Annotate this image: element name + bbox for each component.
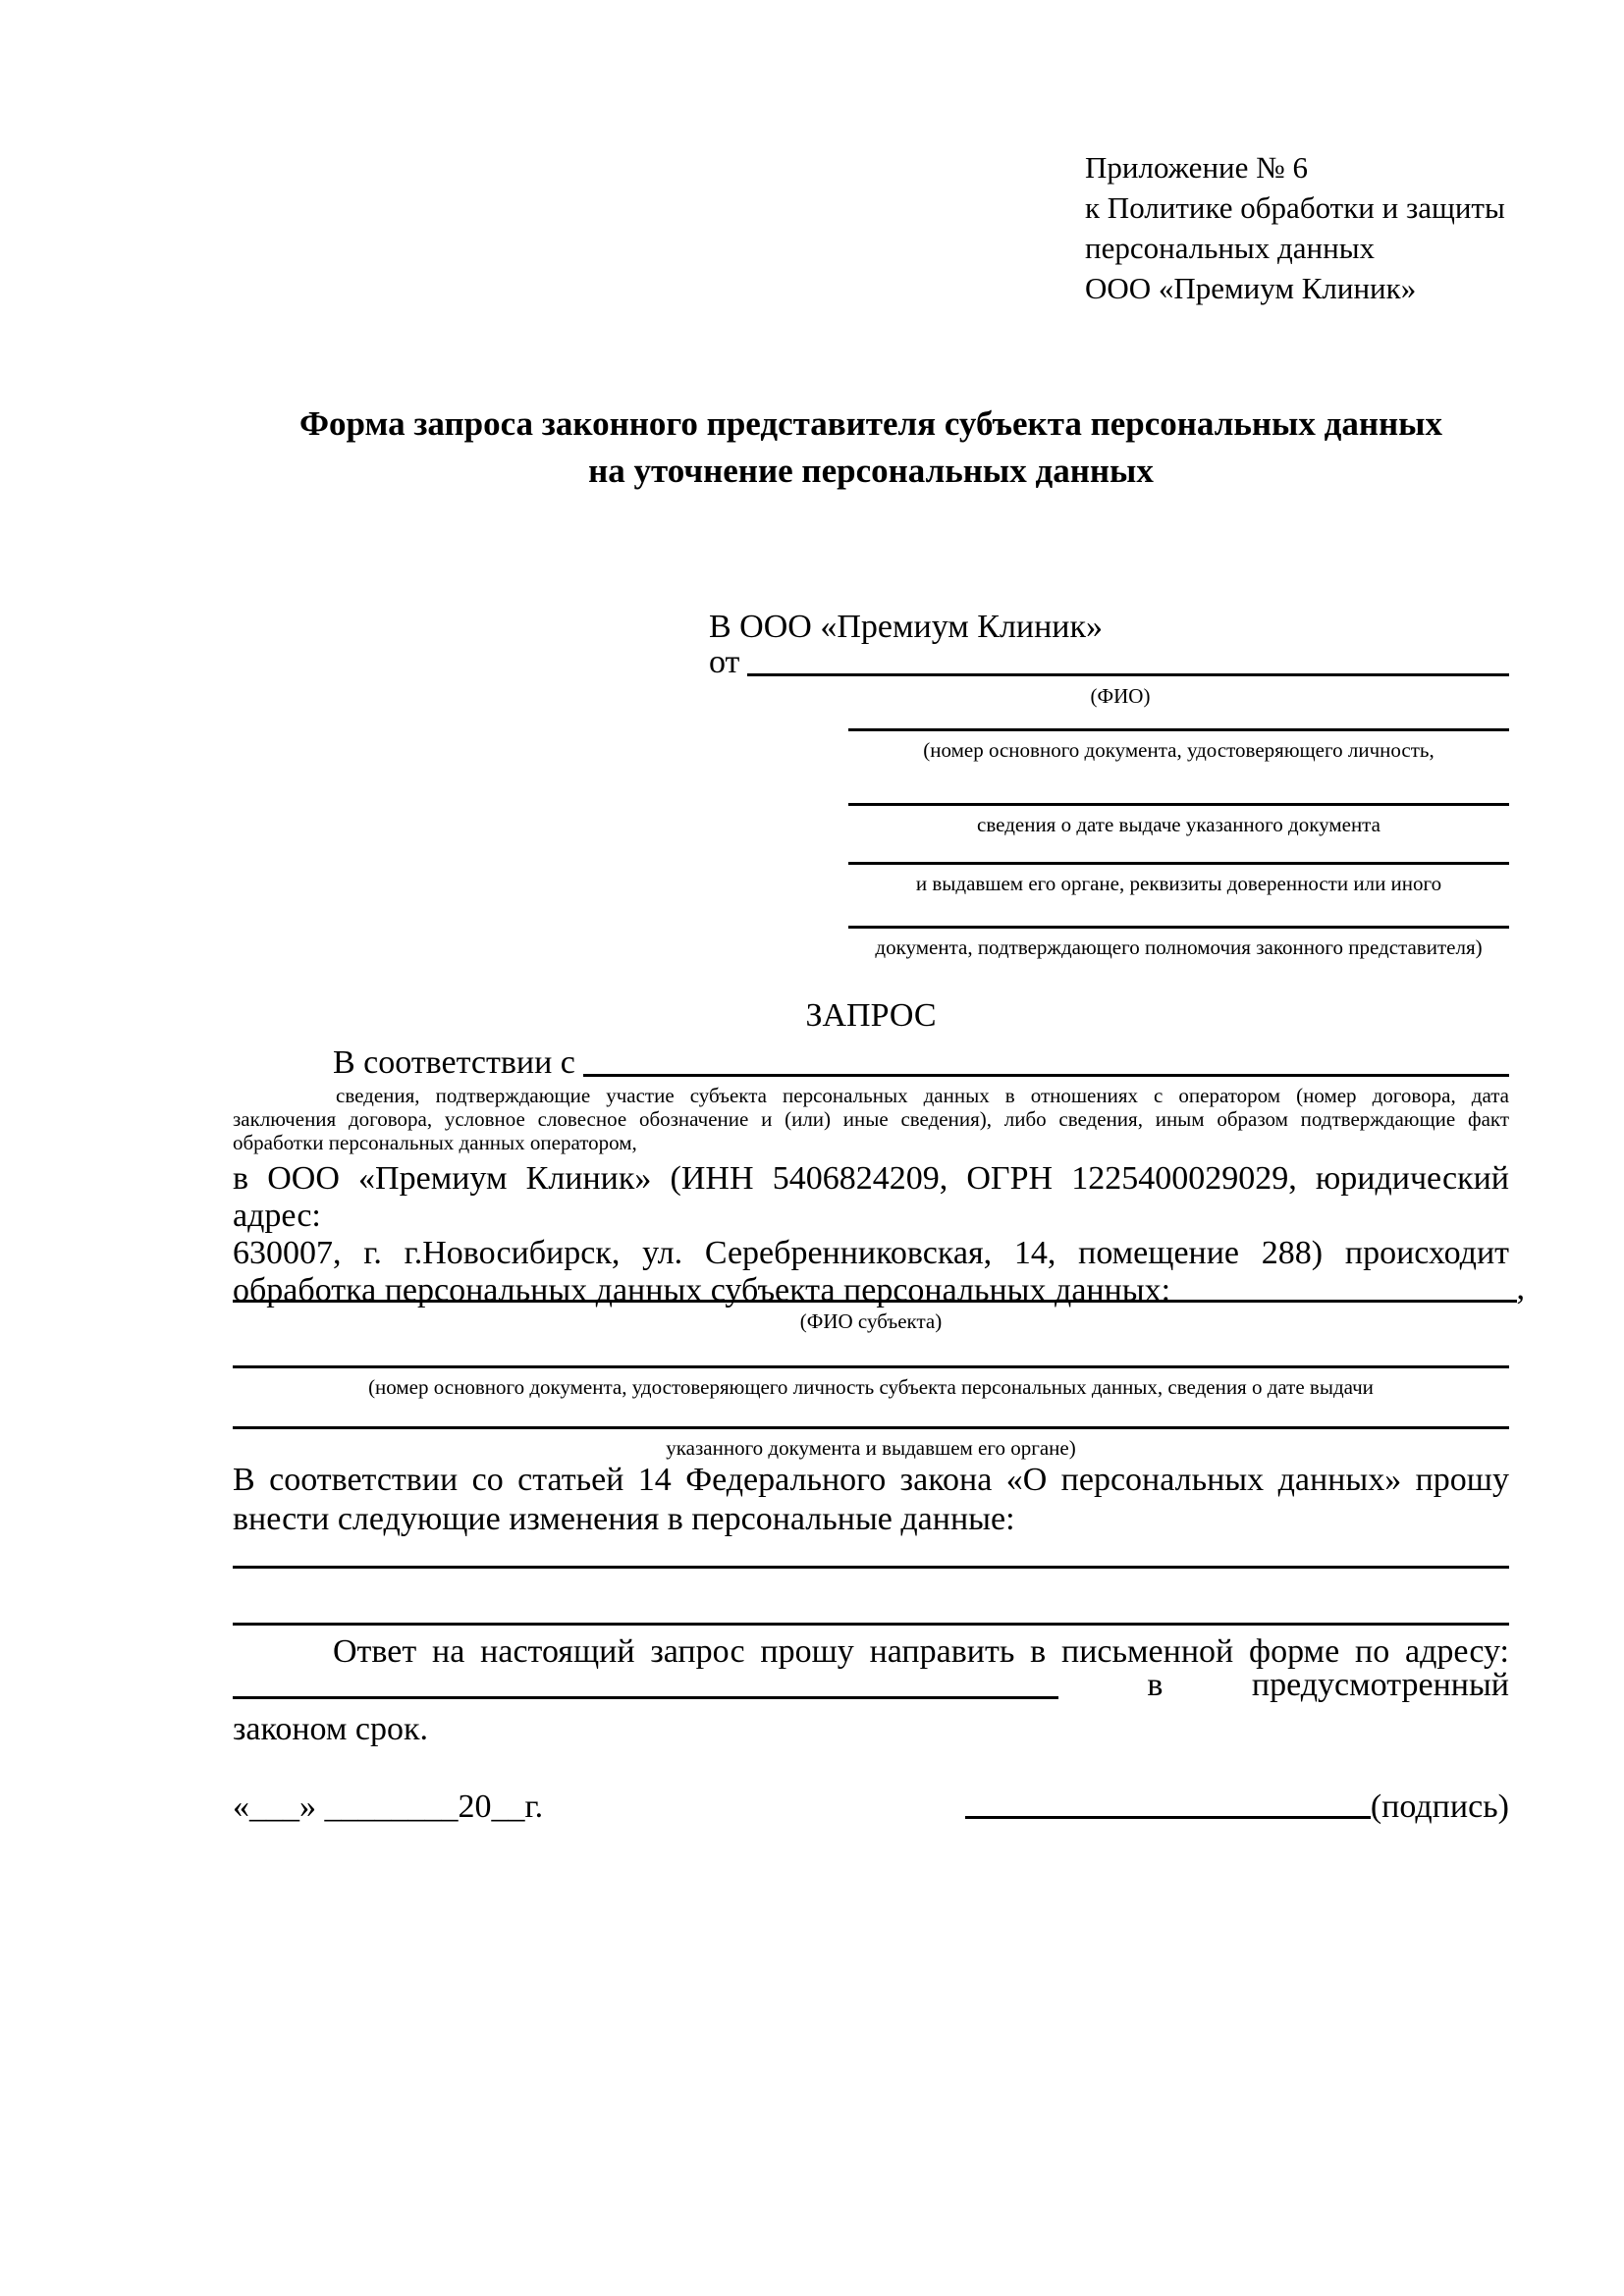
from-row (709, 640, 1509, 681)
contract-note-line: обработки персональных данных оператором, (233, 1131, 637, 1154)
fio-caption: (ФИО) (1090, 684, 1151, 708)
representative-doc-caption: документа, подтверждающего полномочия законного представителя) (875, 935, 1483, 959)
recipient-name: В ООО «Премиум Клиник» (709, 609, 1104, 645)
subject-fio-blank-line (233, 1299, 1517, 1303)
representative-doc-caption: сведения о дате выдаче указанного документа (977, 813, 1380, 836)
article-paragraph (233, 1461, 1509, 1539)
trailing-comma: , (1516, 1270, 1525, 1307)
subject-fio-row (233, 1268, 1525, 1308)
answer-word-v: в (1147, 1667, 1164, 1703)
from-label: от (709, 644, 740, 680)
answer-line-3: законом срок. (233, 1711, 428, 1747)
signature-caption: (подпись) (1370, 1789, 1509, 1825)
representative-doc-caption: и выдавшем его органе, реквизиты доверенности или иного (915, 872, 1442, 895)
accordance-row (333, 1044, 1509, 1082)
subject-fio-caption: (ФИО субъекта) (799, 1309, 943, 1333)
answer-line-1: Ответ на настоящий запрос прошу направить в письменной форме по адресу: (333, 1633, 1509, 1670)
appendix-line: ООО «Премиум Клиник» (1085, 271, 1417, 305)
representative-doc-blank-line (848, 926, 1509, 929)
contract-note (233, 1084, 1509, 1154)
article-line: внести следующие изменения в персональные данные: (233, 1501, 1015, 1537)
answer-address-row (233, 1669, 1509, 1704)
appendix-line: Приложение № 6 (1085, 150, 1308, 185)
contract-note-line: сведения, подтверждающие участие субъекта персональных данных в отношениях с оператором (номер договора, дата (336, 1084, 1509, 1107)
answer-address-blank-line (233, 1695, 1058, 1699)
title-line-1: Форма запроса законного представителя субъекта персональных данных (299, 404, 1442, 443)
operator-line: обработка персональных данных субъекта персональных данных: (233, 1272, 1171, 1308)
subject-doc-blank-line (233, 1426, 1509, 1429)
date-signature-row (233, 1785, 1509, 1826)
answer-word-tail: предусмотренный (1251, 1667, 1509, 1703)
subject-doc-caption: указанного документа и выдавшем его органе) (666, 1436, 1076, 1460)
signature-group (965, 1789, 1509, 1826)
appendix-line: персональных данных (1085, 231, 1376, 265)
operator-line: 630007, г. г.Новосибирск, ул. Серебренниковская, 14, помещение 288) происходит (233, 1235, 1509, 1271)
representative-doc-blank-line (848, 803, 1509, 806)
request-heading: ЗАПРОС (805, 997, 937, 1034)
changes-blank-line (233, 1623, 1509, 1626)
appendix-block (1085, 147, 1537, 308)
from-blank-line (747, 672, 1509, 676)
date-blank: «___» ________20__г. (233, 1789, 544, 1825)
contract-note-line: заключения договора, условное словесное обозначение и (или) иные сведения), либо сведения, иным образом подтверждающие факт (233, 1107, 1509, 1131)
accordance-blank-line (583, 1073, 1509, 1077)
changes-blank-line (233, 1566, 1509, 1569)
representative-doc-blank-line (848, 728, 1509, 731)
document-title (233, 400, 1509, 495)
subject-doc-caption: (номер основного документа, удостоверяющего личность субъекта персональных данных, сведения о дате выдачи (368, 1375, 1374, 1399)
accordance-label: В соответствии с (333, 1044, 575, 1081)
representative-doc-blank-line (848, 862, 1509, 865)
article-line: В соответствии со статьей 14 Федерального закона «О персональных данных» прошу (233, 1462, 1509, 1498)
title-line-2: на уточнение персональных данных (588, 452, 1154, 490)
subject-doc-blank-line (233, 1365, 1509, 1368)
signature-blank-line (965, 1815, 1371, 1819)
appendix-line: к Политике обработки и защиты (1085, 190, 1505, 225)
representative-doc-caption: (номер основного документа, удостоверяющего личность, (923, 738, 1435, 762)
operator-line: в ООО «Премиум Клиник» (ИНН 5406824209, ОГРН 1225400029029, юридический адрес: (233, 1160, 1509, 1234)
